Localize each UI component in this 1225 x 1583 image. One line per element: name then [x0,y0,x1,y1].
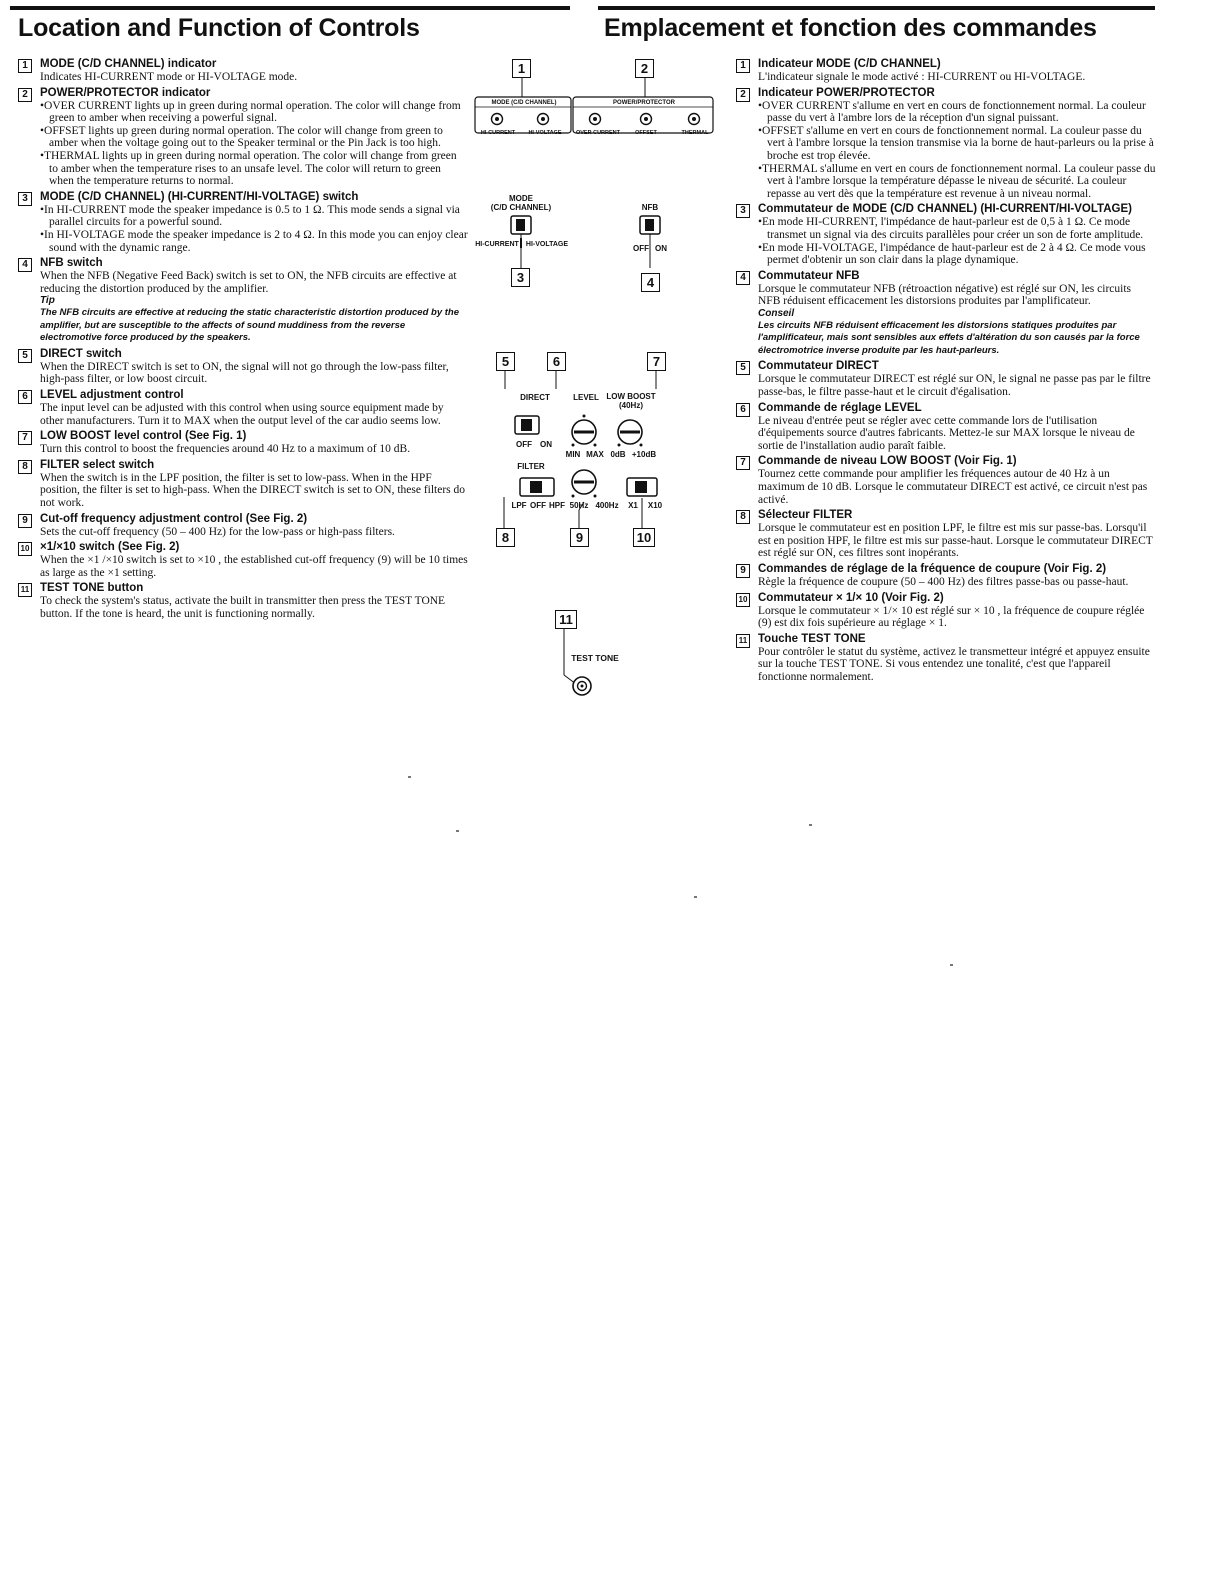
item-title: FILTER select switch [40,458,155,471]
item-title: DIRECT switch [40,347,122,360]
item-body: When the DIRECT switch is set to ON, the signal will not go through the low-pass filter, high-pass filter, or low boost circuit. [40,360,449,386]
x1-label: X1 [628,501,638,510]
item-number-box: 8 [736,510,750,524]
item-bullet: •OFFSET lights up green during normal operation. The color will change from green to amber when the voltage going out to the Speaker terminal or the Pin Jack is too high. [40,124,443,150]
control-entry [18,348,468,386]
item-body: The input level can be adjusted with this control when using source equipment made by other manufacturers. Turn it to MAX when the output level of the car audio seems low. [40,402,444,427]
scan-speck [456,830,459,832]
nfb-on-label: ON [655,244,667,253]
item-number-box: 4 [18,258,32,272]
item-number-box: 7 [18,431,32,445]
low-boost-0db-label: 0dB [610,450,626,459]
top-rule-right [598,6,1155,10]
item-number-box: 1 [736,59,750,73]
hi-voltage-position-label: HI-VOLTAGE [525,241,569,248]
item-body: When the ×1 /×10 switch is set to ×10 , the established cut-off frequency (9) will be 10 times as large as the ×1 setting. [40,554,468,579]
item-body: Sets the cut-off frequency (50 – 400 Hz) for the low-pass or high-pass filters. [40,525,395,538]
french-controls-list [736,58,1156,687]
thermal-led-label: THERMAL [681,130,709,136]
freq-50hz-label: 50Hz [569,501,589,510]
item-title: Commutateur × 1/× 10 (Voir Fig. 2) [758,591,944,604]
item-number-box: 2 [18,88,32,102]
callout-5: 5 [496,352,515,371]
item-body: Lorsque le commutateur × 1/× 10 est réglé sur × 10 , la fréquence de coupure réglée (9) est dix fois supérieure au réglage × 1. [758,604,1145,630]
tip-body: Les circuits NFB réduisent efficacement les distorsions statiques produites par l'amplificateur, mais sont sensibles aux effets d'altération du son causés par la force électromotrice inverse produite par les haut-parleurs. [758,319,1140,356]
control-entry [18,459,468,510]
direct-off-label: OFF [516,440,532,449]
item-bullet: •OFFSET s'allume en vert en cours de fonctionnement normal. La couleur passe du vert à l'ambre lorsque la tension transmise via la borne de haut-parleurs ou la prise à broche est trop élevée. [758,124,1154,162]
item-title: Commutateur de MODE (C/D CHANNEL) (HI-CURRENT/HI-VOLTAGE) [758,203,1132,216]
offset-led-label: OFFSET [635,130,657,136]
level-title: LEVEL [573,393,599,402]
item-number-box: 6 [18,390,32,404]
scan-speck [809,824,812,826]
tip-title: Conseil [758,307,795,319]
item-bullet: •OVER CURRENT s'allume en vert en cours de fonctionnement normal. La couleur passe du vert à l'ambre lors de la réception d'un signal puissant. [758,99,1146,125]
callout-3: 3 [511,268,530,287]
callout-10: 10 [633,528,655,547]
control-entry [18,257,468,345]
item-title: Commutateur DIRECT [758,360,879,373]
item-body: L'indicateur signale le mode activé : HI-CURRENT ou HI-VOLTAGE. [758,71,1086,83]
item-title: LOW BOOST level control (See Fig. 1) [40,430,247,443]
item-bullet: •En mode HI-VOLTAGE, l'impédance de haut-parleur est de 2 à 4 Ω. Ce mode vous permet d'obtenir un son clair dans la plage dynamique. [758,241,1146,267]
item-number-box: 11 [18,583,32,597]
item-number-box: 11 [736,634,750,648]
control-entry [18,513,468,539]
control-entry [736,203,1156,266]
item-number-box: 3 [736,204,750,218]
control-entry [18,87,468,188]
item-bullet: •In HI-CURRENT mode the speaker impedance is 0.5 to 1 Ω. This mode sends a signal via parallel circuits for a powerful sound. [40,203,460,229]
item-body: Pour contrôler le statut du système, activez le transmetteur intégré et appuyez ensuite sur la touche TEST TONE. Si vous entendez une tonalité, c'est que l'appareil fonctionne normalement. [758,645,1150,683]
callout-7: 7 [647,352,666,371]
control-entry [736,270,1156,358]
x10-label: X10 [647,501,663,510]
level-max-label: MAX [586,450,604,459]
control-entry [736,592,1156,630]
item-body: Le niveau d'entrée peut se régler avec cette commande lors de l'utilisation d'équipements source d'autres fabricants. Mettez-le sur MAX lorsque le niveau de sortie de l'installation audio paraît faible. [758,414,1135,452]
item-body: Lorsque le commutateur NFB (rétroaction négative) est réglé sur ON, les circuits NFB réduisent efficacement les distorsions produites par l'amplificateur. [758,282,1131,308]
item-title: Cut-off frequency adjustment control (See Fig. 2) [40,512,308,525]
item-body: Turn this control to boost the frequencies around 40 Hz to a maximum of 10 dB. [40,443,411,456]
low-boost-title: LOW BOOST (40Hz) [606,392,656,410]
item-number-box: 2 [736,88,750,102]
item-body: To check the system's status, activate the built in transmitter then press the TEST TONE button. If the tone is heard, the unit is functioning normally. [40,595,446,620]
callout-8: 8 [496,528,515,547]
control-entry [736,360,1156,398]
mode-switch-title: MODE (C/D CHANNEL) [490,194,552,212]
nfb-title: NFB [641,203,659,212]
item-number-box: 5 [18,349,32,363]
item-title: ×1/×10 switch (See Fig. 2) [40,541,180,554]
item-body: When the switch is in the LPF position, the filter is set to low-pass. When in the HPF position, the filter is set to high-pass. When the DIRECT switch is set to ON, these filters do not work. [40,471,466,509]
item-title: LEVEL adjustment control [40,389,184,401]
item-bullet: •THERMAL s'allume en vert en cours de fonctionnement normal. La couleur passe du vert à l'ambre lorsque la température dépasse le niveau de sécurité. La couleur repasse au vert dès que la température est revenue à un niveau normal. [758,162,1156,200]
control-entry [736,455,1156,506]
scan-speck [408,776,411,778]
hi-current-position-label: HI-CURRENT [475,241,519,248]
item-title: NFB switch [40,257,103,270]
item-title: Indicateur POWER/PROTECTOR [758,86,935,99]
hi-voltage-led-label: HI-VOLTAGE [528,130,562,136]
item-number-box: 4 [736,271,750,285]
item-body: Règle la fréquence de coupure (50 – 400 Hz) des filtres passe-bas ou passe-haut. [758,575,1129,588]
control-entry [18,582,468,620]
item-title: Touche TEST TONE [758,632,866,645]
callout-2: 2 [635,59,654,78]
test-tone-title: TEST TONE [571,653,619,663]
item-body: Lorsque le commutateur DIRECT est réglé sur ON, le signal ne passe pas par le filtre passe-bas, le filtre passe-haut et le circuit d'égalisation. [758,373,1151,398]
control-entry [736,87,1156,201]
item-number-box: 3 [18,192,32,206]
item-number-box: 9 [736,564,750,578]
item-number-box: 9 [18,514,32,528]
item-title: Commande de niveau LOW BOOST (Voir Fig. 1) [758,455,1017,468]
hi-current-led-label: HI-CURRENT [480,130,516,136]
scan-speck [950,964,953,966]
item-title: Commande de réglage LEVEL [758,401,922,414]
item-body: Indicates HI-CURRENT mode or HI-VOLTAGE mode. [40,71,298,83]
item-number-box: 7 [736,456,750,470]
nfb-off-label: OFF [633,244,649,253]
control-entry [18,430,468,456]
callout-4: 4 [641,273,660,292]
item-number-box: 1 [18,59,32,73]
control-entry [18,58,468,84]
tip-body: The NFB circuits are effective at reducing the static characteristic distortion produced by the amplifier, but are susceptible to the affects of sound muddiness from the reverse electromotive force produced by the speakers. [40,307,459,344]
page-title-english: Location and Function of Controls [18,14,420,42]
item-bullet: •OVER CURRENT lights up in green during normal operation. The color will change from green to amber when receiving a powerful signal. [40,99,461,125]
item-bullet: •In HI-VOLTAGE mode the speaker impedance is 2 to 4 Ω. In this mode you can enjoy clear sound with the dynamic range. [40,228,468,254]
scan-speck [694,896,697,898]
item-title: MODE (C/D CHANNEL) indicator [40,58,217,70]
item-title: Sélecteur FILTER [758,509,853,522]
control-entry [18,541,468,579]
item-title: Indicateur MODE (C/D CHANNEL) [758,58,941,70]
item-number-box: 5 [736,361,750,375]
level-min-label: MIN [565,450,581,459]
callout-11: 11 [555,610,577,629]
item-title: POWER/PROTECTOR indicator [40,86,211,99]
control-entry [736,563,1156,589]
english-controls-list [18,58,468,624]
filter-off-label: OFF [530,501,546,510]
item-number-box: 10 [18,542,32,556]
control-entry [736,509,1156,560]
filter-title: FILTER [517,462,545,471]
callout-9: 9 [570,528,589,547]
control-entry [18,191,468,254]
low-boost-10db-label: +10dB [631,450,657,459]
direct-title: DIRECT [520,393,550,402]
item-title: Commandes de réglage de la fréquence de coupure (Voir Fig. 2) [758,562,1107,575]
item-body: Tournez cette commande pour amplifier les fréquences autour de 40 Hz à un maximum de 10 dB. Lorsque le commutateur DIRECT est activé, ce circuit n'est pas activé. [758,468,1148,506]
control-entry [736,633,1156,684]
page-title-french: Emplacement et fonction des commandes [604,14,1097,42]
callout-6: 6 [547,352,566,371]
item-bullet: •THERMAL lights up in green during normal operation. The color will change from green to amber when the temperature rises to an unsafe level. The color will return to green when the temperature returns to normal. [40,149,457,188]
item-number-box: 6 [736,403,750,417]
item-number-box: 10 [736,593,750,607]
callout-1: 1 [512,59,531,78]
freq-400hz-label: 400Hz [595,501,619,510]
item-body: Lorsque le commutateur est en position LPF, le filtre est mis sur passe-bas. Lorsqu'il est en position HPF, le filtre est mis sur passe-haut. Lorsque le commutateur DIRECT est réglé sur ON, ces filtres sont inopérants. [758,522,1153,560]
direct-on-label: ON [540,440,552,449]
item-title: Commutateur NFB [758,269,860,282]
item-title: TEST TONE button [40,582,144,595]
item-body: When the NFB (Negative Feed Back) switch is set to ON, the NFB circuits are effective at reducing the distortion produced by the amplifier. [40,270,457,295]
protector-panel-title: POWER/PROTECTOR [613,100,675,106]
control-entry [736,402,1156,453]
top-rule-left [10,6,570,10]
over-current-led-label: OVER CURRENT [575,130,620,136]
tip-title: Tip [40,295,55,307]
item-bullet: •En mode HI-CURRENT, l'impédance de haut-parleur est de 0,5 à 1 Ω. Ce mode transmet un signal via des circuits parallèles pour créer un son de forte amplitude. [758,216,1144,241]
control-entry [18,389,468,427]
filter-lpf-label: LPF [511,501,527,510]
control-entry [736,58,1156,84]
filter-hpf-label: HPF [549,501,565,510]
item-title: MODE (C/D CHANNEL) (HI-CURRENT/HI-VOLTAGE) switch [40,190,359,203]
mode-panel-title: MODE (C/D CHANNEL) [491,100,557,106]
item-number-box: 8 [18,460,32,474]
